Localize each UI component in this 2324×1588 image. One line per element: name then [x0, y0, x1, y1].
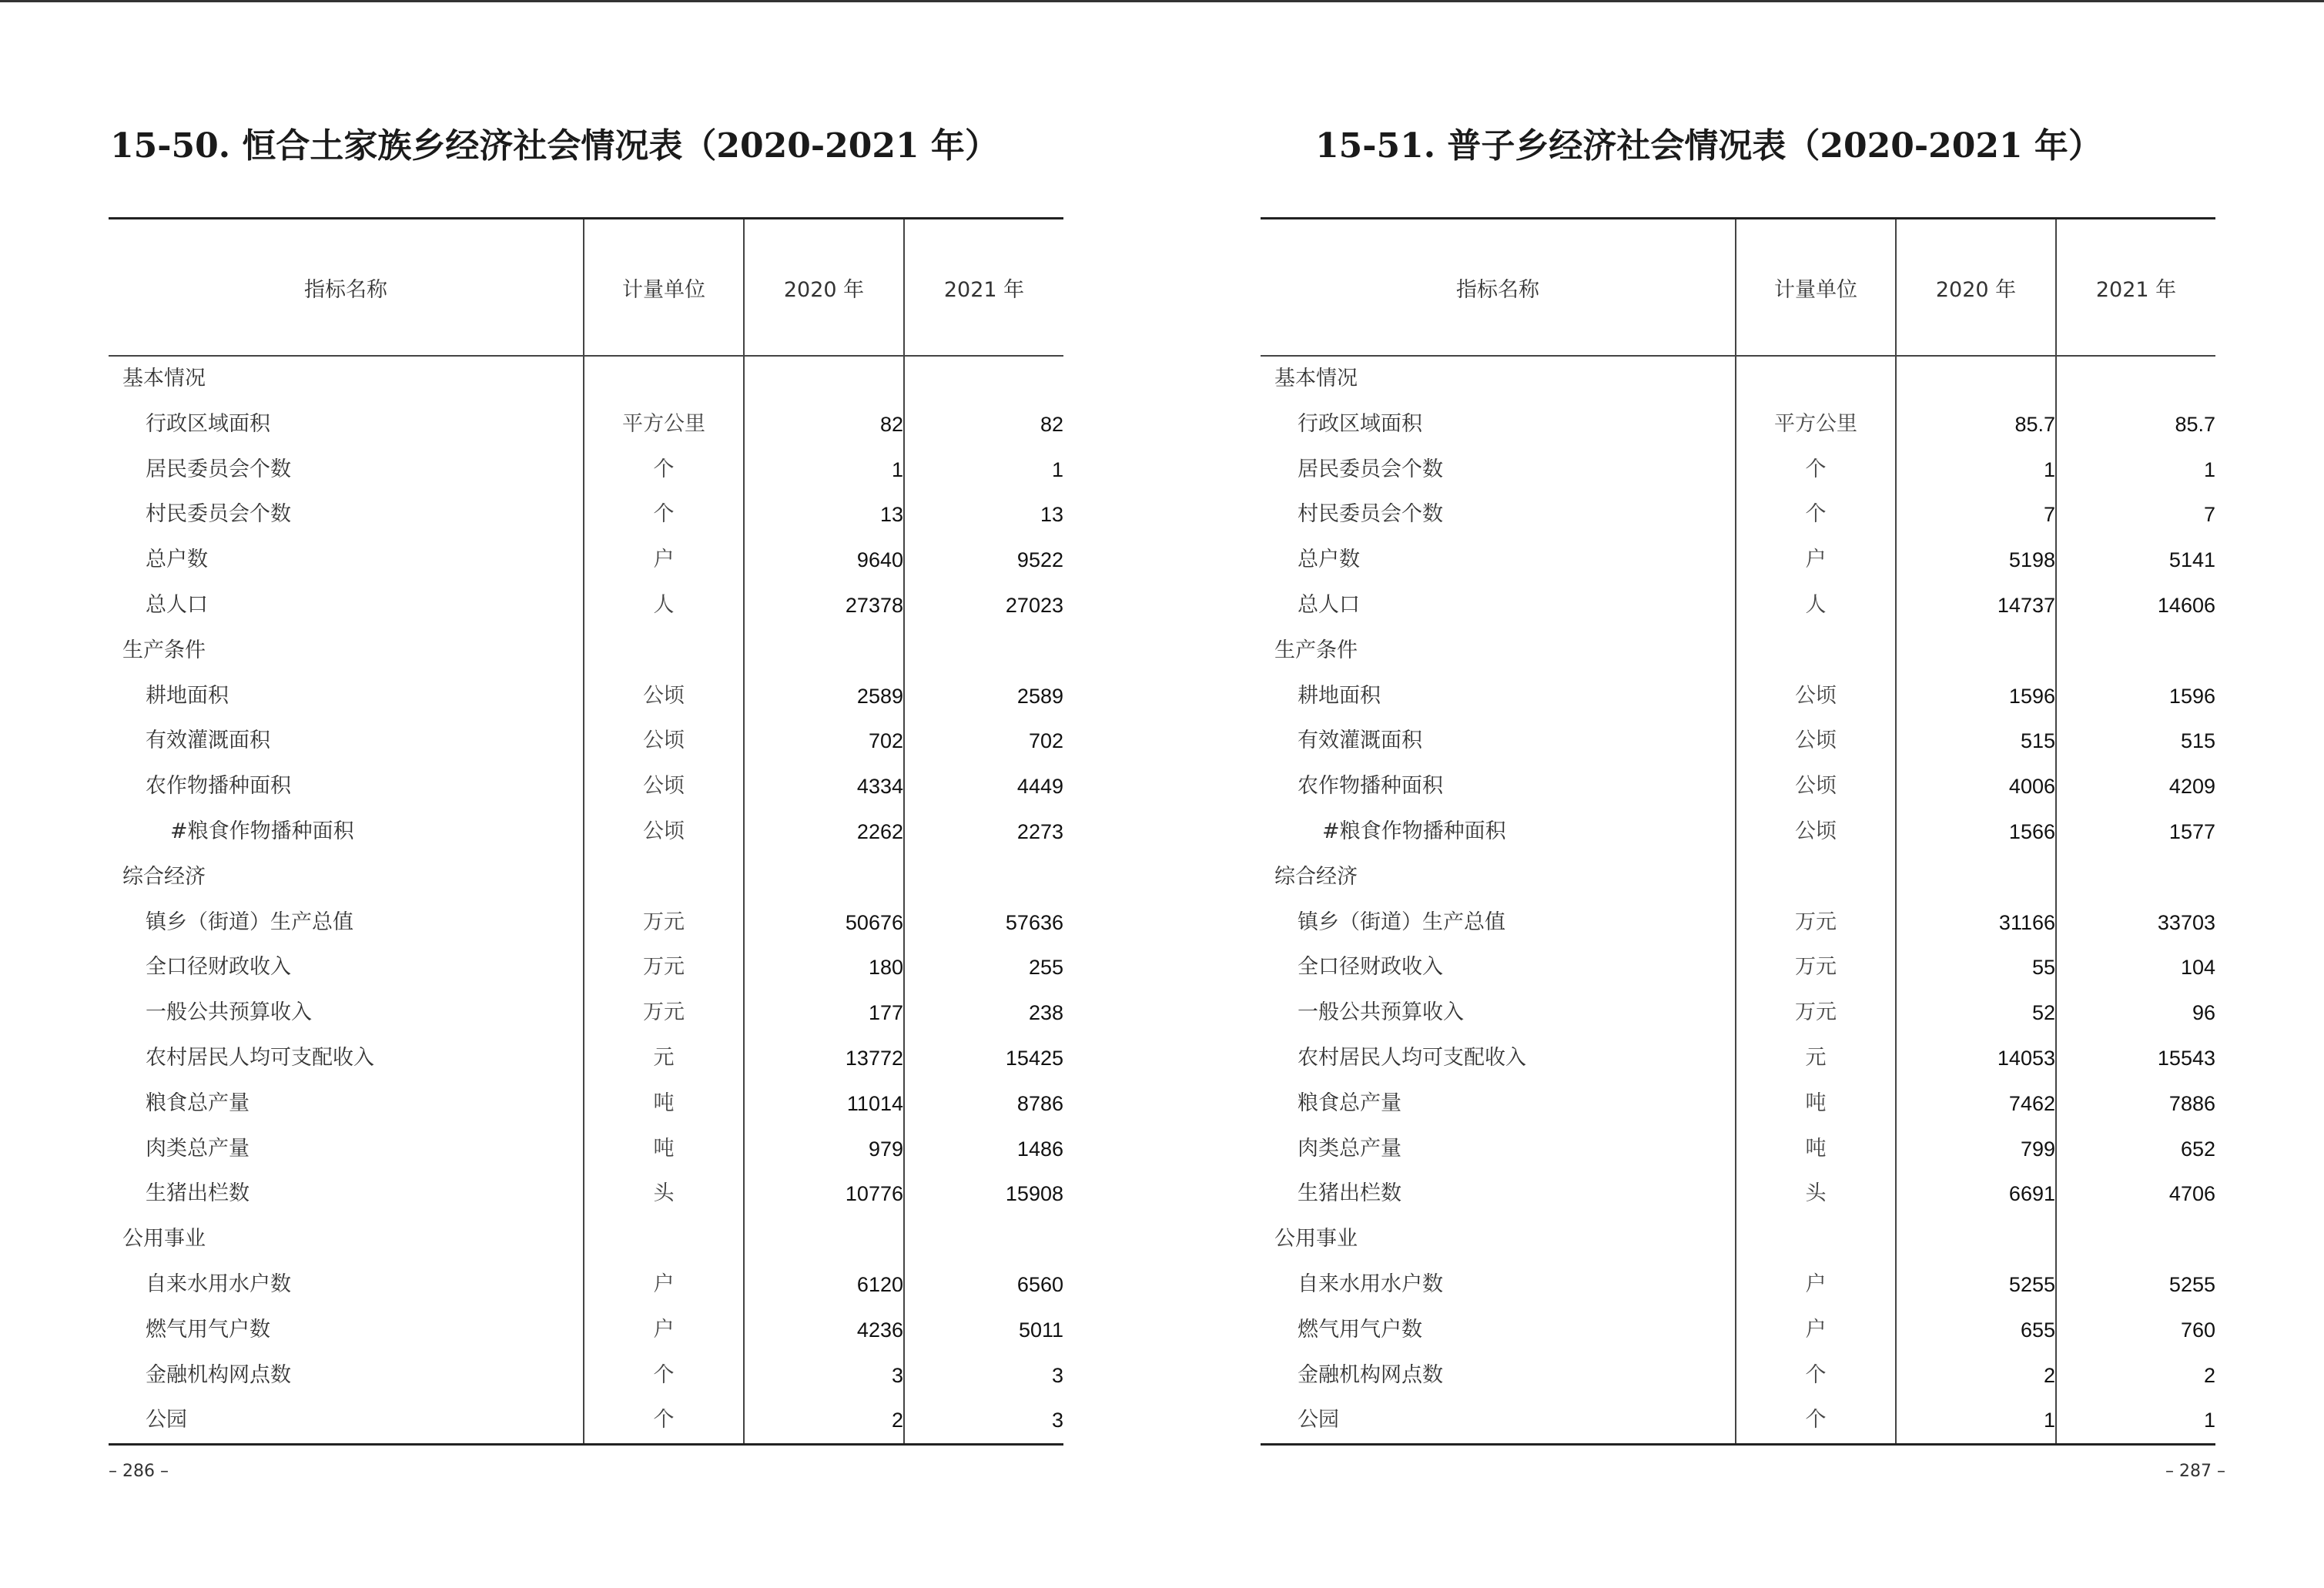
row-unit: 户 [1736, 1262, 1896, 1308]
table-row [1261, 1036, 2215, 1081]
row-value-2021: 255 [904, 945, 1063, 990]
row-unit: 元 [584, 1036, 744, 1081]
header-year-2020: 2020 年 [744, 219, 904, 357]
page-number: – 286 – [109, 1462, 169, 1481]
row-unit: 公顷 [584, 764, 744, 809]
table-row [109, 900, 1063, 946]
table-row [1261, 583, 2215, 628]
table-row [1261, 764, 2215, 809]
table-row [109, 1353, 1063, 1399]
row-value-2021: 2 [2056, 1353, 2215, 1399]
row-value-2020 [1896, 855, 2056, 900]
row-name: 村民委员会个数 [146, 502, 291, 527]
row-value-2021 [2056, 855, 2215, 900]
row-value-2020: 979 [744, 1127, 904, 1172]
row-unit: 个 [584, 447, 744, 493]
row-unit: 户 [584, 1308, 744, 1353]
row-name: 有效灌溉面积 [146, 729, 270, 753]
row-name: 自来水用水户数 [1298, 1271, 1443, 1296]
row-unit [584, 855, 744, 900]
table-row-section [109, 1217, 1063, 1262]
table-row [109, 1171, 1063, 1217]
table-row [109, 447, 1063, 493]
row-value-2021: 238 [904, 990, 1063, 1036]
row-value-2021 [904, 356, 1063, 402]
row-unit: 吨 [1736, 1081, 1896, 1127]
row-unit: 平方公里 [584, 402, 744, 447]
row-value-2021: 57636 [904, 900, 1063, 946]
table-row [109, 945, 1063, 990]
row-name: 燃气用气户数 [146, 1317, 270, 1342]
row-value-2021: 3 [904, 1353, 1063, 1399]
table-row [1261, 1081, 2215, 1127]
header-indicator-name: 指标名称 [1261, 219, 1736, 357]
row-name: 居民委员会个数 [1298, 457, 1443, 481]
table-row-section [1261, 855, 2215, 900]
row-name: 总户数 [1298, 548, 1360, 572]
row-value-2020 [1896, 628, 2056, 674]
row-unit: 平方公里 [1736, 402, 1896, 447]
row-value-2020: 1 [744, 447, 904, 493]
row-value-2020: 3 [744, 1353, 904, 1399]
row-value-2020: 180 [744, 945, 904, 990]
row-value-2020: 7462 [1896, 1081, 2056, 1127]
row-name: #粮食作物播种面积 [1322, 819, 1506, 843]
table-row [1261, 1171, 2215, 1217]
row-value-2021: 1 [904, 447, 1063, 493]
table-row [1261, 1353, 2215, 1399]
table-row [1261, 492, 2215, 538]
row-value-2020: 702 [744, 719, 904, 764]
row-name: 基本情况 [122, 367, 206, 390]
table-row [109, 1262, 1063, 1308]
row-value-2020: 5198 [1896, 538, 2056, 583]
row-value-2020: 82 [744, 402, 904, 447]
row-unit: 万元 [1736, 990, 1896, 1036]
row-value-2021: 515 [2056, 719, 2215, 764]
table-row-section [1261, 1217, 2215, 1262]
row-name: 有效灌溉面积 [1298, 729, 1422, 753]
row-value-2020: 50676 [744, 900, 904, 946]
table-row [1261, 1398, 2215, 1444]
row-unit: 万元 [584, 900, 744, 946]
table-row [1261, 674, 2215, 719]
row-value-2020 [744, 1217, 904, 1262]
row-name: 公用事业 [1274, 1227, 1358, 1251]
row-name: 全口径财政收入 [146, 955, 291, 980]
row-unit: 个 [584, 1398, 744, 1444]
row-unit: 户 [584, 1262, 744, 1308]
table-row [1261, 990, 2215, 1036]
table-row [1261, 945, 2215, 990]
table-row [109, 990, 1063, 1036]
page-number: – 287 – [2165, 1462, 2225, 1481]
row-value-2020: 1 [1896, 1398, 2056, 1444]
row-unit: 个 [1736, 447, 1896, 493]
row-value-2020: 2 [1896, 1353, 2056, 1399]
row-value-2021: 82 [904, 402, 1063, 447]
row-unit [584, 356, 744, 402]
row-unit [1736, 356, 1896, 402]
row-value-2020: 7 [1896, 492, 2056, 538]
row-value-2020: 799 [1896, 1127, 2056, 1172]
row-value-2021: 27023 [904, 583, 1063, 628]
row-value-2020 [744, 855, 904, 900]
table-row [109, 719, 1063, 764]
row-value-2021: 1596 [2056, 674, 2215, 719]
row-name: 肉类总产量 [146, 1136, 249, 1161]
row-unit: 人 [1736, 583, 1896, 628]
row-name: 镇乡（街道）生产总值 [1298, 910, 1505, 934]
row-value-2020 [1896, 356, 2056, 402]
row-value-2020 [744, 356, 904, 402]
row-value-2021: 1486 [904, 1127, 1063, 1172]
table-row [1261, 900, 2215, 946]
row-value-2021 [2056, 1217, 2215, 1262]
row-value-2020: 14737 [1896, 583, 2056, 628]
row-name: 粮食总产量 [1298, 1090, 1401, 1115]
row-unit: 公顷 [1736, 809, 1896, 855]
row-value-2021 [904, 1217, 1063, 1262]
row-unit [1736, 1217, 1896, 1262]
table-header-row [1261, 219, 2215, 357]
row-unit: 个 [1736, 1398, 1896, 1444]
table-row [109, 583, 1063, 628]
row-name: 总人口 [146, 592, 208, 617]
row-name: 综合经济 [122, 864, 206, 889]
row-unit [584, 628, 744, 674]
page-title: 15-51. 普子乡经济社会情况表（2020-2021 年） [1315, 126, 2102, 166]
table-row [1261, 1262, 2215, 1308]
row-value-2020: 55 [1896, 945, 2056, 990]
row-name: 综合经济 [1274, 864, 1358, 889]
row-value-2020: 4334 [744, 764, 904, 809]
row-name: 一般公共预算收入 [1298, 1000, 1464, 1025]
row-unit [1736, 855, 1896, 900]
row-value-2020: 52 [1896, 990, 2056, 1036]
row-value-2020: 6120 [744, 1262, 904, 1308]
row-name: 生猪出栏数 [146, 1181, 249, 1206]
row-name: 基本情况 [1274, 367, 1358, 390]
row-value-2021 [904, 855, 1063, 900]
table-row [109, 1036, 1063, 1081]
page-title: 15-50. 恒合土家族乡经济社会情况表（2020-2021 年） [110, 126, 999, 166]
row-name: 公园 [146, 1408, 187, 1432]
row-value-2021: 7886 [2056, 1081, 2215, 1127]
header-year-2021: 2021 年 [904, 219, 1063, 357]
row-value-2021: 1 [2056, 1398, 2215, 1444]
table-row-section [109, 628, 1063, 674]
table-row [109, 1308, 1063, 1353]
row-value-2021: 8786 [904, 1081, 1063, 1127]
table-header-row [109, 219, 1063, 357]
row-unit: 公顷 [584, 809, 744, 855]
header-indicator-name: 指标名称 [109, 219, 584, 357]
row-value-2021: 4449 [904, 764, 1063, 809]
row-value-2021: 4209 [2056, 764, 2215, 809]
row-value-2021: 5141 [2056, 538, 2215, 583]
row-value-2020: 9640 [744, 538, 904, 583]
row-name: 金融机构网点数 [146, 1362, 291, 1387]
row-name: #粮食作物播种面积 [170, 819, 354, 843]
row-value-2020 [744, 628, 904, 674]
row-value-2020: 13 [744, 492, 904, 538]
table-row [1261, 402, 2215, 447]
row-value-2021: 6560 [904, 1262, 1063, 1308]
row-name: 行政区域面积 [1298, 411, 1422, 436]
table-row [1261, 719, 2215, 764]
row-value-2020: 1596 [1896, 674, 2056, 719]
row-unit: 个 [584, 492, 744, 538]
row-value-2021: 96 [2056, 990, 2215, 1036]
row-name: 农村居民人均可支配收入 [1298, 1045, 1526, 1070]
row-value-2020: 2262 [744, 809, 904, 855]
table-row [109, 1081, 1063, 1127]
row-value-2021: 3 [904, 1398, 1063, 1444]
row-value-2020: 10776 [744, 1171, 904, 1217]
row-value-2021: 4706 [2056, 1171, 2215, 1217]
row-unit: 公顷 [1736, 674, 1896, 719]
row-unit: 户 [584, 538, 744, 583]
row-value-2020: 1 [1896, 447, 2056, 493]
row-name: 农村居民人均可支配收入 [146, 1045, 374, 1070]
table-row [1261, 809, 2215, 855]
table-row [109, 402, 1063, 447]
row-unit: 吨 [584, 1081, 744, 1127]
row-value-2020: 31166 [1896, 900, 2056, 946]
table-row [109, 1127, 1063, 1172]
row-unit: 个 [1736, 1353, 1896, 1399]
row-unit [584, 1217, 744, 1262]
row-name: 生猪出栏数 [1298, 1181, 1401, 1206]
row-value-2020: 4006 [1896, 764, 2056, 809]
row-unit: 公顷 [584, 719, 744, 764]
row-unit: 元 [1736, 1036, 1896, 1081]
row-value-2021: 702 [904, 719, 1063, 764]
row-name: 自来水用水户数 [146, 1271, 291, 1296]
row-value-2021 [2056, 628, 2215, 674]
row-value-2020: 177 [744, 990, 904, 1036]
row-unit: 个 [584, 1353, 744, 1399]
row-value-2021 [904, 628, 1063, 674]
row-value-2021: 15908 [904, 1171, 1063, 1217]
row-unit: 吨 [1736, 1127, 1896, 1172]
row-name: 镇乡（街道）生产总值 [146, 910, 353, 934]
row-value-2021: 15543 [2056, 1036, 2215, 1081]
row-value-2021 [2056, 356, 2215, 402]
table-row [109, 809, 1063, 855]
row-name: 耕地面积 [1298, 683, 1381, 708]
row-name: 农作物播种面积 [146, 774, 291, 799]
table-row [1261, 447, 2215, 493]
row-value-2020: 11014 [744, 1081, 904, 1127]
row-value-2021: 1577 [2056, 809, 2215, 855]
row-value-2021: 652 [2056, 1127, 2215, 1172]
row-value-2021: 104 [2056, 945, 2215, 990]
row-unit: 人 [584, 583, 744, 628]
row-value-2020: 2589 [744, 674, 904, 719]
table-row [109, 674, 1063, 719]
row-value-2021: 85.7 [2056, 402, 2215, 447]
row-unit: 公顷 [1736, 764, 1896, 809]
row-value-2020: 4236 [744, 1308, 904, 1353]
row-value-2020: 13772 [744, 1036, 904, 1081]
row-unit: 头 [584, 1171, 744, 1217]
row-value-2021: 5255 [2056, 1262, 2215, 1308]
row-unit: 头 [1736, 1171, 1896, 1217]
row-name: 全口径财政收入 [1298, 955, 1443, 980]
row-name: 公园 [1298, 1408, 1339, 1432]
table-row-section [1261, 628, 2215, 674]
header-year-2020: 2020 年 [1896, 219, 2056, 357]
row-name: 生产条件 [1274, 638, 1358, 662]
row-value-2020: 6691 [1896, 1171, 2056, 1217]
row-value-2021: 7 [2056, 492, 2215, 538]
row-value-2020: 1566 [1896, 809, 2056, 855]
row-value-2021: 9522 [904, 538, 1063, 583]
row-name: 燃气用气户数 [1298, 1317, 1422, 1342]
row-unit: 吨 [584, 1127, 744, 1172]
row-unit: 户 [1736, 1308, 1896, 1353]
table-row-section [1261, 356, 2215, 402]
row-name: 生产条件 [122, 638, 206, 662]
row-name: 公用事业 [122, 1227, 206, 1251]
row-value-2020: 27378 [744, 583, 904, 628]
row-unit: 万元 [1736, 900, 1896, 946]
row-name: 总人口 [1298, 592, 1360, 617]
row-unit: 户 [1736, 538, 1896, 583]
row-value-2020: 85.7 [1896, 402, 2056, 447]
row-name: 行政区域面积 [146, 411, 270, 436]
row-value-2020 [1896, 1217, 2056, 1262]
row-unit: 公顷 [584, 674, 744, 719]
statistics-table [1261, 217, 2215, 1446]
row-value-2020: 5255 [1896, 1262, 2056, 1308]
row-value-2021: 13 [904, 492, 1063, 538]
row-name: 耕地面积 [146, 683, 229, 708]
table-row [1261, 538, 2215, 583]
row-name: 肉类总产量 [1298, 1136, 1401, 1161]
right-page [1162, 0, 2324, 1588]
row-unit: 公顷 [1736, 719, 1896, 764]
row-value-2021: 1 [2056, 447, 2215, 493]
table-row-section [109, 855, 1063, 900]
row-name: 总户数 [146, 548, 208, 572]
row-value-2020: 14053 [1896, 1036, 2056, 1081]
row-value-2020: 655 [1896, 1308, 2056, 1353]
row-name: 粮食总产量 [146, 1090, 249, 1115]
row-value-2021: 760 [2056, 1308, 2215, 1353]
row-value-2020: 515 [1896, 719, 2056, 764]
table-row [109, 1398, 1063, 1444]
row-value-2021: 15425 [904, 1036, 1063, 1081]
header-unit: 计量单位 [1736, 219, 1896, 357]
table-row [1261, 1127, 2215, 1172]
row-name: 一般公共预算收入 [146, 1000, 312, 1025]
row-unit [1736, 628, 1896, 674]
row-name: 农作物播种面积 [1298, 774, 1443, 799]
row-value-2021: 33703 [2056, 900, 2215, 946]
row-value-2021: 5011 [904, 1308, 1063, 1353]
table-row [109, 492, 1063, 538]
row-value-2021: 14606 [2056, 583, 2215, 628]
row-value-2021: 2589 [904, 674, 1063, 719]
header-year-2021: 2021 年 [2056, 219, 2215, 357]
row-name: 居民委员会个数 [146, 457, 291, 481]
row-name: 村民委员会个数 [1298, 502, 1443, 527]
row-unit: 万元 [584, 990, 744, 1036]
table-row [109, 764, 1063, 809]
row-value-2020: 2 [744, 1398, 904, 1444]
table-row-section [109, 356, 1063, 402]
row-unit: 万元 [584, 945, 744, 990]
row-value-2021: 2273 [904, 809, 1063, 855]
statistics-table [109, 217, 1063, 1446]
table-row [1261, 1308, 2215, 1353]
row-name: 金融机构网点数 [1298, 1362, 1443, 1387]
table-row [109, 538, 1063, 583]
header-unit: 计量单位 [584, 219, 744, 357]
row-unit: 个 [1736, 492, 1896, 538]
row-unit: 万元 [1736, 945, 1896, 990]
